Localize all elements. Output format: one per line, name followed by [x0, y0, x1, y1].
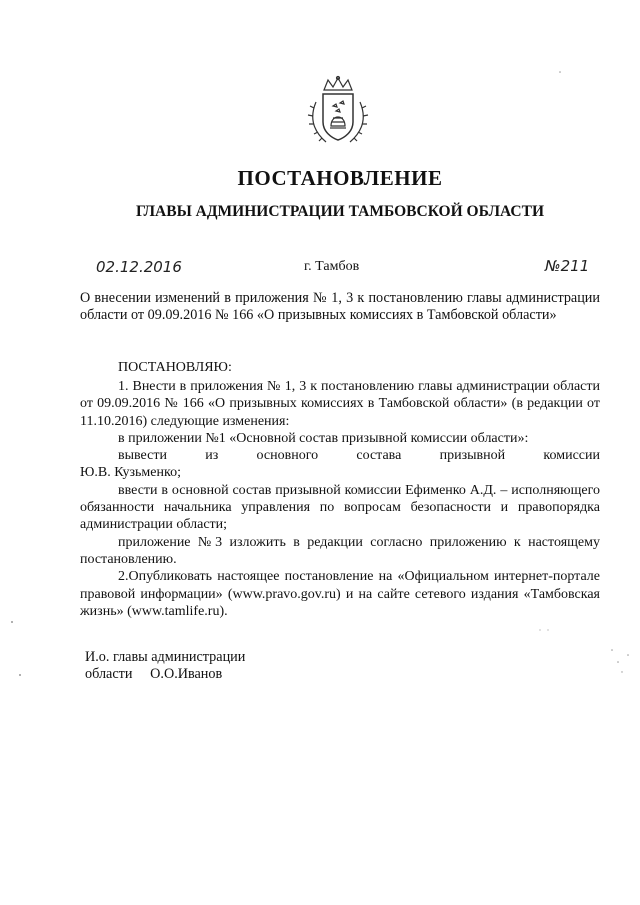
document-city: г. Тамбов [304, 259, 360, 274]
paragraph-6: 2.Опубликовать настоящее постановление на «Официальном интернет-портале правовой информации» (www.pravo.gov.ru) и на сайте сетевого издания «Тамбовская жизнь» (www.tamlife.ru). [80, 569, 600, 619]
coat-of-arms-icon [300, 72, 376, 148]
paragraph-4: ввести в основной состав призывной комиссии Ефименко А.Д. – исполняющего обязанности начальника управления по вопросам безопасности и правопорядка администрации области; [80, 482, 600, 533]
document-body [80, 378, 600, 620]
document-subject: О внесении изменений в приложения № 1, 3 к постановлению главы администрации области от 09.09.2016 № 166 «О призывных комиссиях в Тамбовской области» [80, 290, 600, 324]
document-number: №211 [545, 257, 590, 275]
signature-name: области О.О.Иванов [85, 666, 223, 682]
document-subtitle: ГЛАВЫ АДМИНИСТРАЦИИ ТАМБОВСКОЙ ОБЛАСТИ [135, 203, 545, 220]
signature-position: И.о. главы администрации [85, 649, 246, 665]
emblem-drawing [300, 72, 376, 148]
paragraph-5: приложение №3 изложить в редакции согласно приложению к настоящему постановлению. [80, 534, 600, 567]
paragraph-3-line-2: Ю.В. Кузьменко; [80, 465, 181, 481]
document-title: ПОСТАНОВЛЕНИЕ [237, 166, 443, 190]
decree-heading: ПОСТАНОВЛЯЮ: [118, 360, 232, 375]
signature-block [85, 649, 245, 683]
paragraph-1: 1. Внести в приложения № 1, 3 к постановлению главы администрации области от 09.09.2016 № 166 «О призывных комиссиях в Тамбовской области» (в редакции от 11.10.2016) следующие изменения: [80, 379, 600, 429]
paragraph-3-line-1: вывести из основного состава призывной комиссии [118, 448, 600, 464]
document-date: 02.12.2016 [96, 258, 182, 276]
paragraph-2: в приложении №1 «Основной состав призывной комиссии области»: [118, 430, 529, 446]
